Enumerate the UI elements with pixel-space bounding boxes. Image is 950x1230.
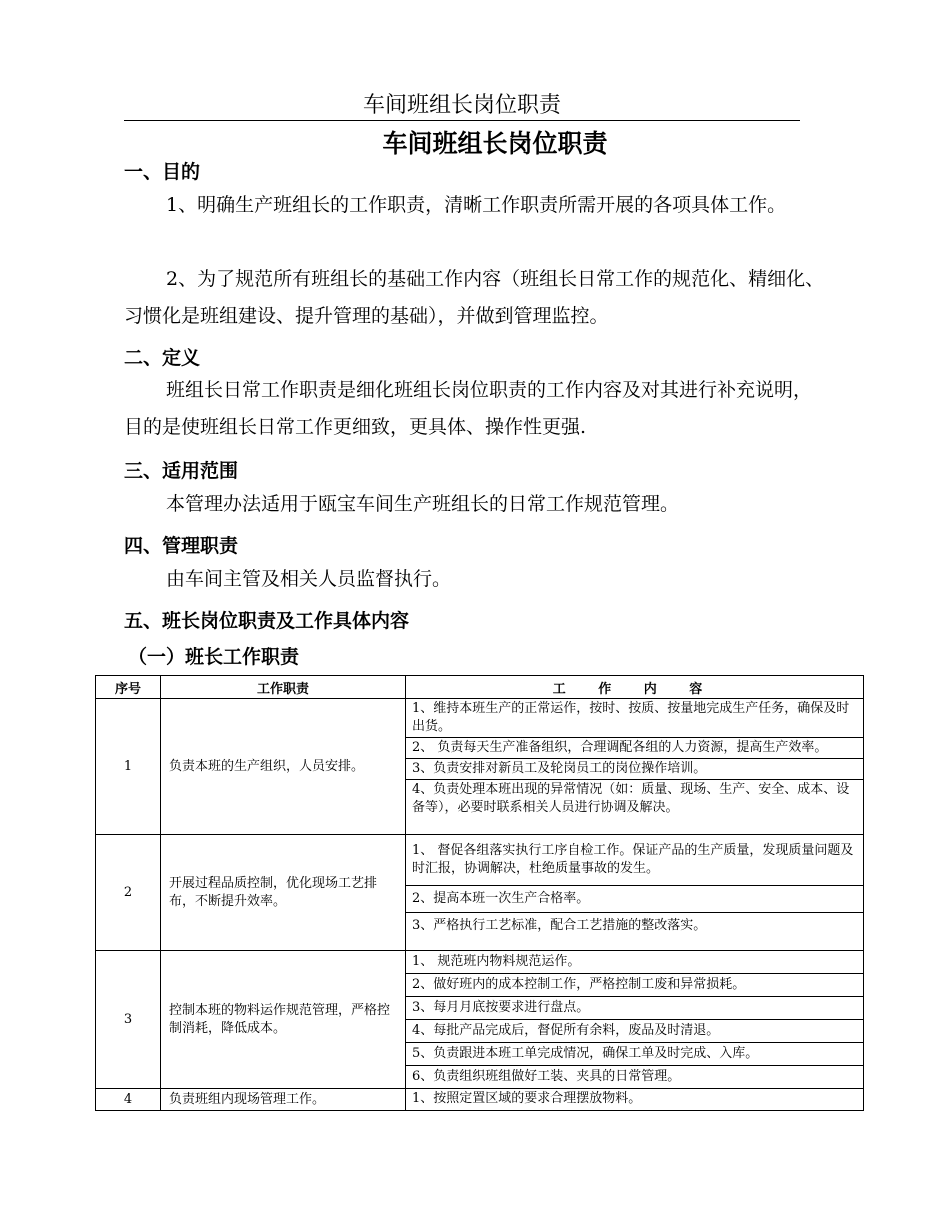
- content-item: 1、维持本班生产的正常运作，按时、按质、按量地完成生产任务，确保及时出货。: [406, 699, 863, 738]
- purpose-paragraph-1: 1、明确生产班组长的工作职责，清晰工作职责所需开展的各项具体工作。: [166, 194, 787, 216]
- table-header-row: [96, 676, 864, 699]
- running-header-title: 车间班组长岗位职责: [362, 93, 561, 118]
- section-heading-scope: 三、适用范围: [124, 460, 239, 482]
- section-heading-purpose: 一、目的: [124, 161, 201, 183]
- column-header-duty: 工作职责: [161, 676, 406, 699]
- column-header-number: 序号: [96, 676, 161, 699]
- row-duty: 开展过程品质控制，优化现场工艺排布，不断提升效率。: [161, 835, 406, 951]
- content-item: 2、 负责每天生产准备组织，合理调配各组的人力资源，提高生产效率。: [406, 738, 863, 759]
- table-row: [96, 951, 864, 1089]
- row-content: [406, 835, 864, 951]
- purpose-paragraph-2: 2、为了规范所有班组长的基础工作内容（班组长日常工作的规范化、精细化、习惯化是班组建设、提升管理的基础），并做到管理监控。: [124, 268, 825, 327]
- header-divider: [124, 120, 800, 121]
- subsection-heading-team-leader-duties: （一）班长工作职责: [128, 646, 300, 668]
- section-heading-responsibility: 四、管理职责: [124, 535, 239, 557]
- row-duty: 控制本班的物料运作规范管理，严格控制消耗，降低成本。: [161, 951, 406, 1089]
- row-duty: 负责本班的生产组织，人员安排。: [161, 699, 406, 835]
- row-duty: 负责班组内现场管理工作。: [161, 1089, 406, 1111]
- content-item: 1、 规范班内物料规范运作。: [406, 951, 863, 974]
- column-header-content: 工 作 内 容: [406, 676, 864, 699]
- row-content: [406, 699, 864, 835]
- content-item: 3、每月月底按要求进行盘点。: [406, 997, 863, 1020]
- table-row: [96, 699, 864, 835]
- section-heading-definition: 二、定义: [124, 347, 201, 369]
- duties-table: [95, 675, 864, 1111]
- content-item: 1、 督促各组落实执行工序自检工作。保证产品的生产质量，发现质量问题及时汇报，协调解决，杜绝质量事故的发生。: [406, 835, 863, 886]
- row-number: 1: [96, 699, 161, 835]
- document-title: 车间班组长岗位职责: [382, 129, 608, 158]
- row-content: [406, 1089, 864, 1111]
- content-item: 3、严格执行工艺标准，配合工艺措施的整改落实。: [412, 918, 707, 933]
- row-number: 4: [96, 1089, 161, 1111]
- content-item: 1、按照定置区域的要求合理摆放物料。: [412, 1091, 642, 1106]
- row-number: 3: [96, 951, 161, 1089]
- content-item: 5、负责跟进本班工单完成情况，确保工单及时完成、入库。: [406, 1043, 863, 1066]
- content-item: 4、每批产品完成后，督促所有余料，废品及时清退。: [406, 1020, 863, 1043]
- content-item: 4、负责处理本班出现的异常情况（如：质量、现场、生产、安全、成本、设备等），必要时联系相关人员进行协调及解决。: [412, 782, 850, 815]
- row-content: [406, 951, 864, 1089]
- row-number: 2: [96, 835, 161, 951]
- content-item: 2、做好班内的成本控制工作，严格控制工废和异常损耗。: [406, 974, 863, 997]
- content-item: 3、负责安排对新员工及轮岗员工的岗位操作培训。: [406, 759, 863, 780]
- section-heading-duties: 五、班长岗位职责及工作具体内容: [124, 610, 410, 632]
- content-item: 2、提高本班一次生产合格率。: [406, 886, 863, 913]
- table-row: [96, 835, 864, 951]
- scope-paragraph: 本管理办法适用于瓯宝车间生产班组长的日常工作规范管理。: [166, 493, 680, 515]
- content-item: 6、负责组织班组做好工装、夹具的日常管理。: [412, 1069, 681, 1084]
- definition-paragraph: 班组长日常工作职责是细化班组长岗位职责的工作内容及对其进行补充说明，目的是使班组长日常工作更细致，更具体、操作性更强.: [124, 379, 813, 438]
- responsibility-paragraph: 由车间主管及相关人员监督执行。: [166, 568, 452, 590]
- table-row: [96, 1089, 864, 1111]
